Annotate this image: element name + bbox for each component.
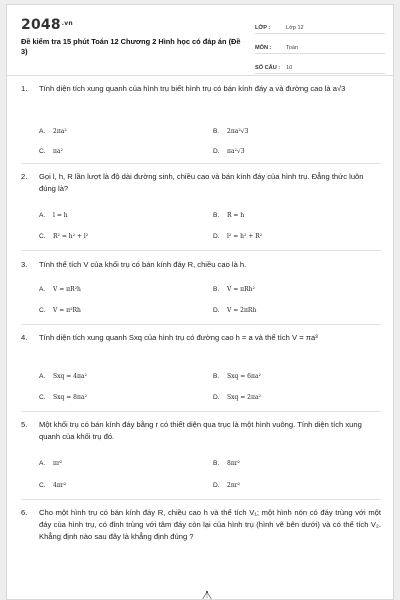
option-value: l = h [53,212,68,219]
option-b[interactable] [213,212,244,219]
option-value: Sxq = 2πa² [227,394,261,401]
question-5 [21,419,381,443]
option-a[interactable] [39,212,68,219]
option-letter: D. [213,482,220,489]
option-value: 8πr² [227,460,241,467]
option-letter: A. [39,460,46,467]
option-letter: C. [39,307,46,314]
meta-row-class [255,17,385,34]
meta-value: 10 [286,65,293,71]
option-value: 4πr² [53,482,67,489]
option-a[interactable] [39,286,81,293]
option-letter: D. [213,233,220,240]
option-value: R = h [227,212,245,219]
question-number: 6. [21,508,28,517]
logo-text: 2048 [21,17,61,33]
option-c[interactable] [39,307,81,314]
question-stem [21,419,381,443]
question-3 [21,259,381,271]
option-letter: B. [213,128,220,135]
option-b[interactable] [213,128,248,135]
question-number: 3. [21,260,28,269]
question-text: Tính diện tích xung quanh của hình trụ biết hình trụ có bán kính đáy a và đường cao là a√3 [39,84,346,93]
option-value: Sxq = 6πa² [227,373,261,380]
option-b[interactable] [213,460,240,467]
option-letter: D. [213,307,220,314]
question-divider [21,163,381,164]
option-a[interactable] [39,128,67,135]
option-value: 2πr² [227,482,241,489]
option-value: l² = h² + R² [227,233,263,240]
option-d[interactable] [213,148,245,155]
meta-value: Lớp 12 [286,25,304,31]
question-stem [21,507,381,543]
meta-row-count [255,57,385,74]
question-number: 4. [21,333,28,342]
meta-label: LỚP : [255,25,271,31]
option-value: R² = h² + l² [53,233,89,240]
option-value: πa²√3 [227,148,245,155]
option-letter: B. [213,373,220,380]
meta-row-subject [255,37,385,54]
option-letter: B. [213,286,220,293]
document-title: Đề kiểm tra 15 phút Toán 12 Chương 2 Hình học có đáp án (Đề 3) [21,37,241,56]
option-b[interactable] [213,373,261,380]
option-a[interactable] [39,460,62,467]
option-letter: C. [39,394,46,401]
site-logo[interactable] [21,17,73,33]
document-page [6,4,394,600]
option-c[interactable] [39,482,66,489]
option-value: V = πRh² [227,286,255,293]
option-letter: D. [213,394,220,401]
question-text: Cho một hình trụ có bán kính đáy R, chiều cao h và thể tích V₁; một hình nón có đáy trùng với một đáy của hình trụ, có đỉnh trùng với tâm đáy còn lại của hình trụ (hình vẽ bên dưới) và có thể tích V₂. Khẳng định nào sau đây là khẳng định đúng ? [39,508,381,541]
option-value: πr² [53,460,63,467]
question-4 [21,332,381,344]
option-value: V = 2πRh [227,307,257,314]
question-stem [21,83,381,95]
option-c[interactable] [39,233,88,240]
question-number: 1. [21,84,28,93]
option-value: Sxq = 8πa² [53,394,87,401]
meta-label: MÔN : [255,45,272,51]
option-d[interactable] [213,394,261,401]
option-value: Sxq = 4πa² [53,373,87,380]
question-2 [21,171,381,195]
option-letter: A. [39,212,46,219]
option-c[interactable] [39,148,63,155]
question-number: 5. [21,420,28,429]
option-letter: B. [213,212,220,219]
cylinder-cone-figure [187,589,227,600]
question-divider [21,411,381,412]
option-value: πa² [53,148,63,155]
option-value: V = π²Rh [53,307,81,314]
meta-label: SỐ CÂU : [255,65,281,71]
option-value: 2πa² [53,128,67,135]
question-divider [21,324,381,325]
question-text: Tính thể tích V của khối trụ có bán kính đáy R, chiều cao là h. [39,260,247,269]
question-text: Tính diện tích xung quanh Sxq của hình trụ có đường cao h = a và thể tích V = πa³ [39,333,318,342]
question-6 [21,507,381,543]
question-number: 2. [21,172,28,181]
option-value: V = πR²h [53,286,81,293]
option-letter: C. [39,148,46,155]
option-d[interactable] [213,307,256,314]
option-value: 2πa²√3 [227,128,249,135]
option-c[interactable] [39,394,87,401]
question-text: Gọi l, h, R lần lượt là độ dài đường sinh, chiều cao và bán kính đáy của hình trụ. Đẳng thức luôn đúng là? [39,172,364,193]
option-letter: B. [213,460,220,467]
question-stem [21,171,381,195]
logo-suffix: .vn [61,20,73,27]
option-a[interactable] [39,373,87,380]
option-d[interactable] [213,482,240,489]
question-1 [21,83,381,95]
option-b[interactable] [213,286,255,293]
question-divider [21,250,381,251]
option-letter: D. [213,148,220,155]
question-text: Một khối trụ có bán kính đáy bằng r có thiết diện qua trục là một hình vuông. Tính diện tích xung quanh của khối trụ đó. [39,420,362,441]
option-letter: A. [39,128,46,135]
option-letter: A. [39,286,46,293]
meta-value: Toán [286,45,299,51]
option-letter: A. [39,373,46,380]
document-header [7,5,393,76]
option-letter: C. [39,482,46,489]
option-d[interactable] [213,233,262,240]
option-letter: C. [39,233,46,240]
question-stem [21,259,381,271]
question-divider [21,499,381,500]
question-stem [21,332,381,344]
meta-info [255,17,385,77]
